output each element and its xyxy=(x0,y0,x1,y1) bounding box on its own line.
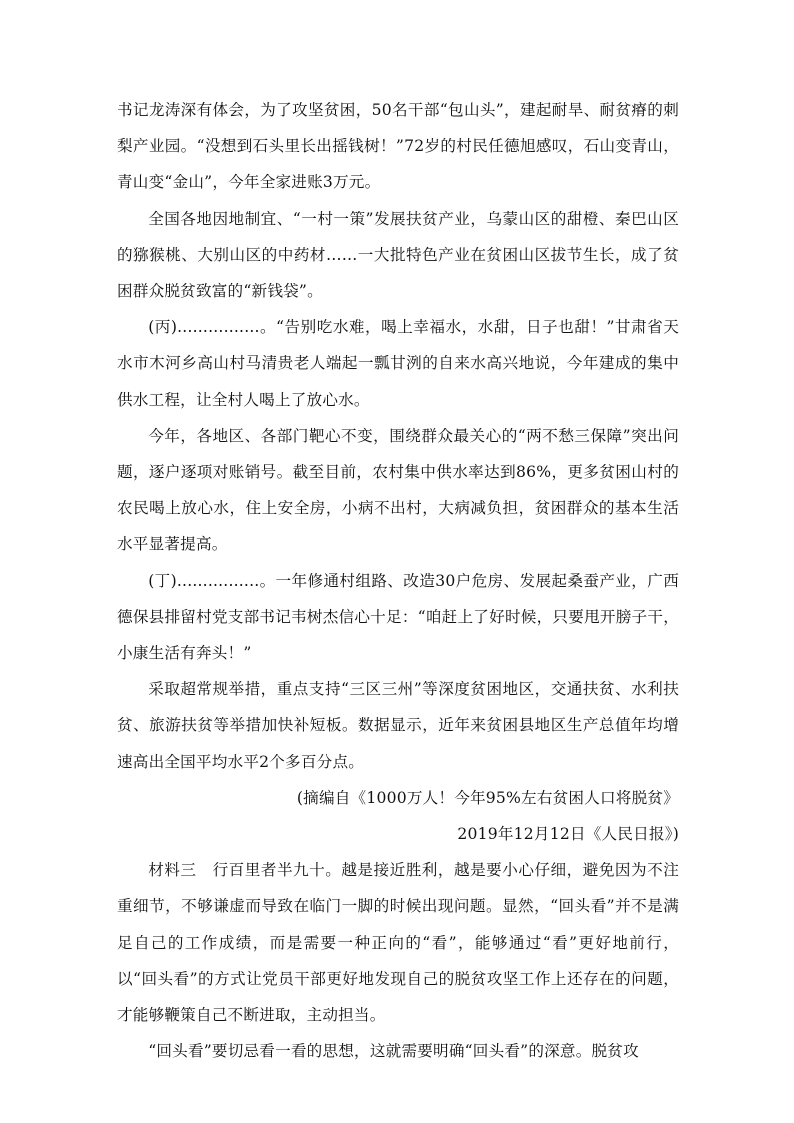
paragraph-material-three: 材料三 行百里者半九十。越是接近胜利，越是要小心仔细，避免因为不注重细节，不够谦虚而导致在临门一脚的时候出现问题。显然，“回头看”并不是满足自己的工作成绩，而是需要一种正向的“看”，能够通过“看”更好地前行，以“回头看”的方式让党员干部更好地发现自己的脱贫攻坚工作上还存在的问题，才能够鞭策自己不断进取，主动担当。 xyxy=(117,861,679,1025)
citation-line-1: (摘编自《1000万人！今年95%左右贫困人口将脱贫》 xyxy=(296,788,679,807)
citation-line-2: 2019年12月12日《人民日报》) xyxy=(457,825,679,844)
paragraph-measures: 采取超常规举措，重点支持“三区三州”等深度贫困地区，交通扶贫、水利扶贫、旅游扶贫等举措加快补短板。数据显示，近年来贫困县地区生产总值年均增速高出全国平均水平2个多百分点。 xyxy=(117,680,679,771)
paragraph-continuation: 书记龙涛深有体会，为了攻坚贫困，50名干部“包山头”，建起耐旱、耐贫瘠的刺梨产业园。“没想到石头里长出摇钱树！”72岁的村民任德旭感叹，石山变青山，青山变“金山”，今年全家进账3万元。 xyxy=(117,101,679,192)
document-body xyxy=(117,92,679,1069)
paragraph-industry: 全国各地因地制宜、“一村一策”发展扶贫产业，乌蒙山区的甜橙、秦巴山区的猕猴桃、大别山区的中药材……一大批特色产业在贫困山区拔节生长，成了贫困群众脱贫致富的“新钱袋”。 xyxy=(117,209,679,301)
paragraph-two-worries: 今年，各地区、各部门靶心不变，围绕群众最关心的“两不愁三保障”突出问题，逐户逐项对账销号。截至目前，农村集中供水率达到86%，更多贫困山村的农民喝上放心水，住上安全房，小病不出村，大病减负担，贫困群众的基本生活水平显著提高。 xyxy=(117,426,679,554)
paragraph-bing: (丙)................。“告别吃水难，喝上幸福水，水甜，日子也甜！”甘肃省天水市木河乡高山村马清贵老人端起一瓢甘洌的自来水高兴地说，今年建成的集中供水工程，让全村人喝上了放心水。 xyxy=(117,318,679,409)
paragraph-ding: (丁)................。一年修通村组路、改造30户危房、发展起桑蚕产业，广西德保县排留村党支部书记韦树杰信心十足：“咱赶上了好时候，只要甩开膀子干，小康生活有奔头！” xyxy=(117,571,679,663)
paragraph-look-back: “回头看”要切忌看一看的思想，这就需要明确“回头看”的深意。脱贫攻 xyxy=(148,1042,639,1061)
